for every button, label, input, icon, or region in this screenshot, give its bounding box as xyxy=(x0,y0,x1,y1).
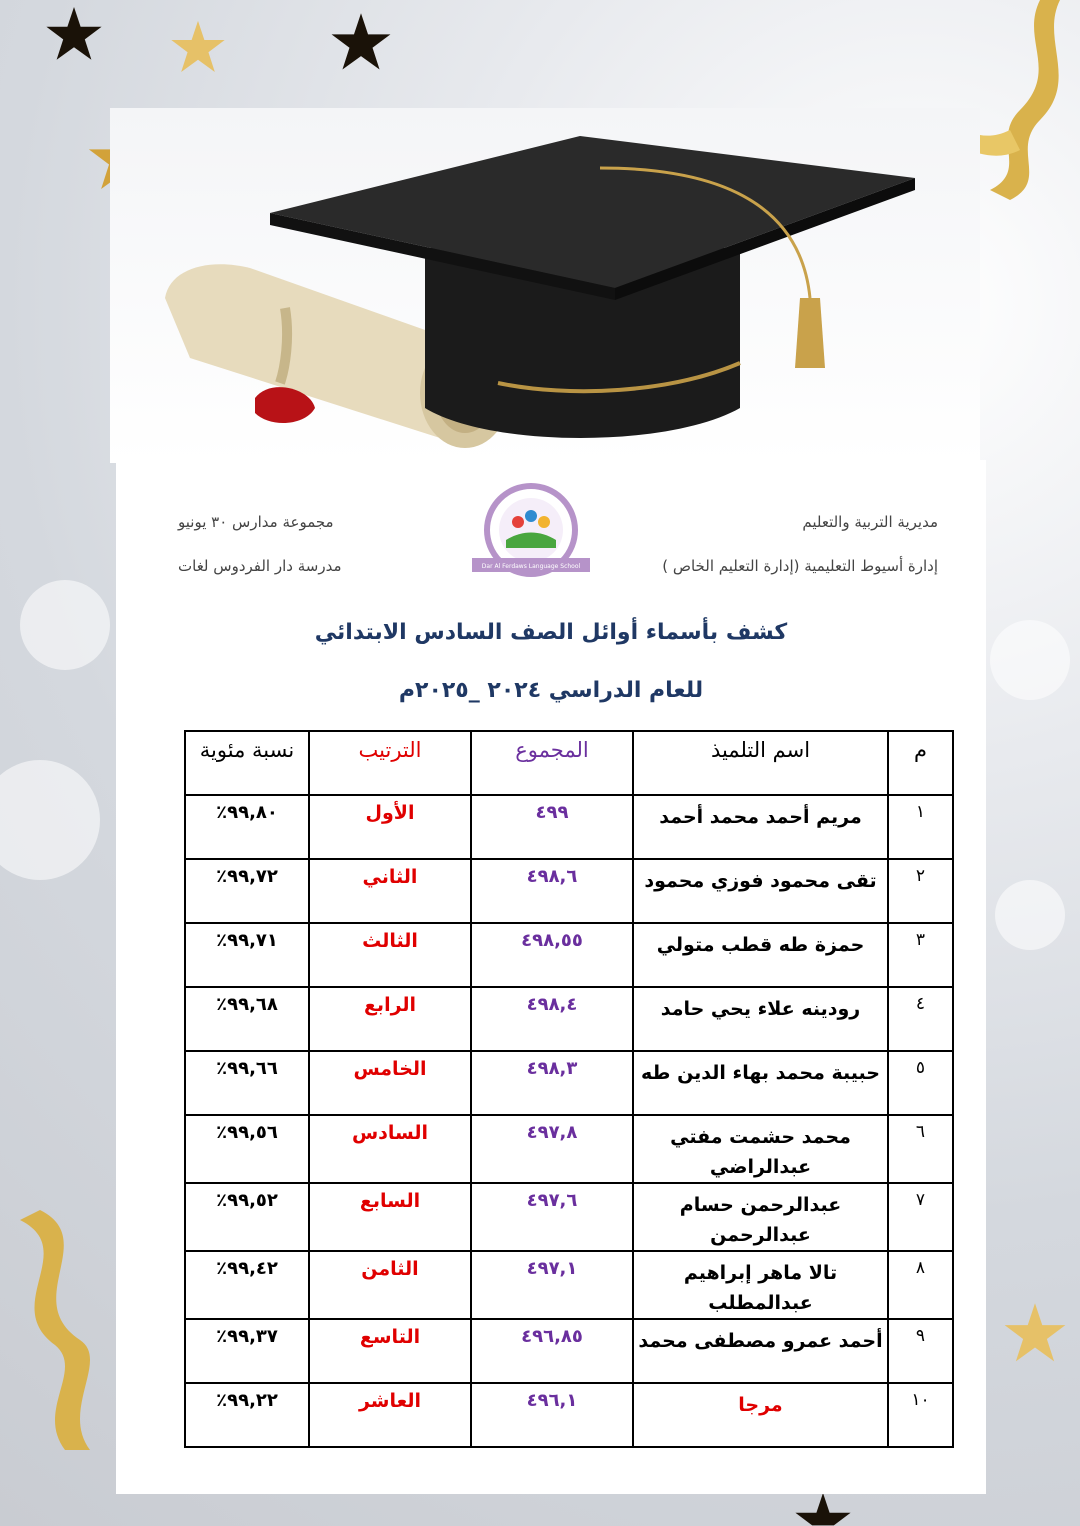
student-name: مرجا xyxy=(633,1383,888,1447)
rank: الثامن xyxy=(309,1251,471,1319)
total-score: ٤٩٦,١ xyxy=(471,1383,633,1447)
table-row xyxy=(185,1115,953,1183)
total-score: ٤٩٨,٣ xyxy=(471,1051,633,1115)
total-score: ٤٩٩ xyxy=(471,795,633,859)
table-row xyxy=(185,1183,953,1251)
row-number: ٦ xyxy=(888,1115,953,1183)
total-score: ٤٩٨,٦ xyxy=(471,859,633,923)
svg-text:Dar Al Ferdaws Language School: Dar Al Ferdaws Language School xyxy=(481,563,581,570)
total-score: ٤٩٨,٤ xyxy=(471,987,633,1051)
percentage: ٩٩,٢٢٪ xyxy=(185,1383,309,1447)
percentage: ٩٩,٧٢٪ xyxy=(185,859,309,923)
rank: العاشر xyxy=(309,1383,471,1447)
bokeh-light xyxy=(20,580,110,670)
administration-label: إدارة أسيوط التعليمية (إدارة التعليم الخاص ) xyxy=(662,557,938,575)
total-score: ٤٩٧,١ xyxy=(471,1251,633,1319)
star-icon xyxy=(790,1490,856,1526)
student-name: عبدالرحمن حسام عبدالرحمن xyxy=(633,1183,888,1251)
bokeh-light xyxy=(0,760,100,880)
document-title: كشف بأسماء أوائل الصف السادس الابتدائي xyxy=(314,620,788,645)
bokeh-light xyxy=(990,620,1070,700)
student-name: مريم أحمد محمد أحمد xyxy=(633,795,888,859)
row-number: ٥ xyxy=(888,1051,953,1115)
student-name: حمزة طه قطب متولي xyxy=(633,923,888,987)
header-rank: الترتيب xyxy=(309,731,471,795)
student-name: تقى محمود فوزي محمود xyxy=(633,859,888,923)
student-name: محمد حشمت مفتي عبدالراضي xyxy=(633,1115,888,1183)
percentage: ٩٩,٦٨٪ xyxy=(185,987,309,1051)
table-row xyxy=(185,1051,953,1115)
total-score: ٤٩٦,٨٥ xyxy=(471,1319,633,1383)
row-number: ٢ xyxy=(888,859,953,923)
rank: السادس xyxy=(309,1115,471,1183)
directorate-label: مديرية التربية والتعليم xyxy=(802,513,938,531)
rank: الأول xyxy=(309,795,471,859)
row-number: ٨ xyxy=(888,1251,953,1319)
gold-ribbon-icon xyxy=(0,1210,120,1450)
table-row xyxy=(185,1251,953,1319)
rank: الثالث xyxy=(309,923,471,987)
rank: الخامس xyxy=(309,1051,471,1115)
table-row xyxy=(185,987,953,1051)
header-number: م xyxy=(888,731,953,795)
table-row xyxy=(185,1319,953,1383)
percentage: ٩٩,٤٢٪ xyxy=(185,1251,309,1319)
student-name: رودينه علاء يحي حامد xyxy=(633,987,888,1051)
star-icon xyxy=(326,10,396,74)
graduation-cap-icon xyxy=(110,108,980,463)
percentage: ٩٩,٨٠٪ xyxy=(185,795,309,859)
document-page xyxy=(116,460,986,1494)
table-row xyxy=(185,859,953,923)
row-number: ٩ xyxy=(888,1319,953,1383)
school-name-label: مدرسة دار الفردوس لغات xyxy=(178,557,342,575)
percentage: ٩٩,٥٦٪ xyxy=(185,1115,309,1183)
student-name: تالا ماهر إبراهيم عبدالمطلب xyxy=(633,1251,888,1319)
percentage: ٩٩,٧١٪ xyxy=(185,923,309,987)
total-score: ٤٩٨,٥٥ xyxy=(471,923,633,987)
rank: التاسع xyxy=(309,1319,471,1383)
header-percentage: نسبة مئوية xyxy=(185,731,309,795)
star-icon xyxy=(38,4,110,64)
table-row xyxy=(185,1383,953,1447)
star-icon xyxy=(168,18,228,76)
bokeh-light xyxy=(995,880,1065,950)
graduation-banner xyxy=(110,108,980,463)
star-icon xyxy=(1000,1300,1070,1366)
rank: الرابع xyxy=(309,987,471,1051)
school-logo-icon xyxy=(472,482,590,578)
row-number: ٧ xyxy=(888,1183,953,1251)
percentage: ٩٩,٦٦٪ xyxy=(185,1051,309,1115)
total-score: ٤٩٧,٦ xyxy=(471,1183,633,1251)
row-number: ١ xyxy=(888,795,953,859)
academic-year: للعام الدراسي ٢٠٢٤ _٢٠٢٥م xyxy=(398,678,704,703)
student-name: أحمد عمرو مصطفى محمد xyxy=(633,1319,888,1383)
rank: الثاني xyxy=(309,859,471,923)
rank: السابع xyxy=(309,1183,471,1251)
row-number: ٣ xyxy=(888,923,953,987)
percentage: ٩٩,٣٧٪ xyxy=(185,1319,309,1383)
row-number: ٤ xyxy=(888,987,953,1051)
total-score: ٤٩٧,٨ xyxy=(471,1115,633,1183)
student-name: حبيبة محمد بهاء الدين طه xyxy=(633,1051,888,1115)
header-total: المجموع xyxy=(471,731,633,795)
header-student-name: اسم التلميذ xyxy=(633,731,888,795)
top-students-table xyxy=(184,730,954,1448)
row-number: ١٠ xyxy=(888,1383,953,1447)
percentage: ٩٩,٥٢٪ xyxy=(185,1183,309,1251)
school-group-label: مجموعة مدارس ٣٠ يونيو xyxy=(178,513,334,531)
table-row xyxy=(185,795,953,859)
table-row xyxy=(185,923,953,987)
